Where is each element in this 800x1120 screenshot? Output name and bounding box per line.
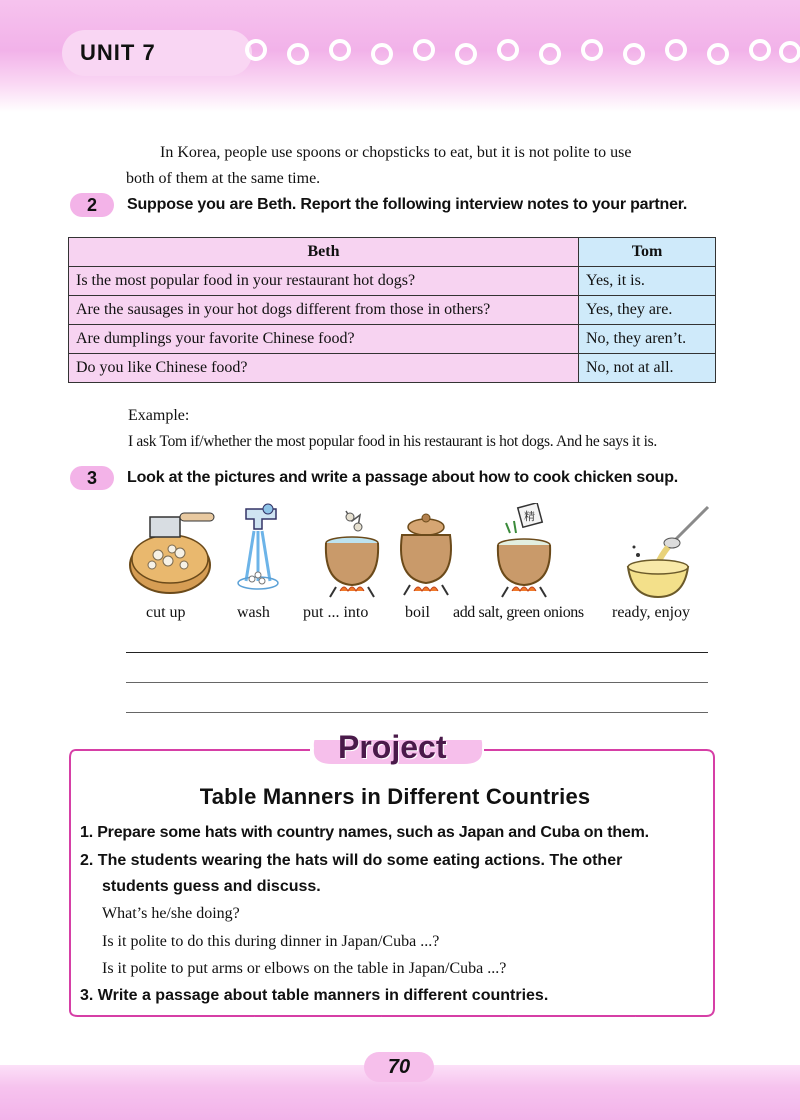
seasoning-pot-icon: [498, 503, 550, 597]
cooking-steps-illustration: [128, 503, 718, 599]
pot-with-ingredients-icon: [326, 511, 378, 597]
header-beth: Beth: [69, 238, 579, 267]
decorative-rings: [238, 30, 800, 78]
step-caption: ready, enjoy: [612, 604, 691, 621]
interview-notes-table: [68, 237, 716, 383]
header-tom: Tom: [579, 238, 716, 267]
tom-cell: No, they aren’t.: [579, 325, 716, 354]
water-tap-icon: [238, 504, 278, 589]
section-3-number: 3: [70, 466, 114, 490]
project-item-2-line-1: 2. The students wearing the hats will do some eating actions. The other: [80, 852, 623, 869]
beth-cell: Is the most popular food in your restaurant hot dogs?: [69, 267, 579, 296]
cutting-board-icon: [130, 513, 214, 593]
covered-pot-icon: [401, 514, 451, 595]
unit-label: UNIT 7: [80, 40, 156, 65]
project-title: Project: [338, 729, 447, 765]
step-caption: add salt, green onions: [453, 604, 584, 621]
writing-line: [126, 712, 708, 713]
beth-cell: Do you like Chinese food?: [69, 354, 579, 383]
intro-line-1: In Korea, people use spoons or chopsticks to eat, but it is not polite to use: [160, 144, 632, 161]
project-question: Is it polite to do this during dinner in Japan/Cuba ...?: [102, 933, 440, 950]
seasoning-packet-label: 精: [524, 510, 535, 523]
project-subtitle: Table Manners in Different Countries: [199, 784, 591, 809]
project-question: What’s he/she doing?: [102, 905, 240, 922]
example-text: I ask Tom if/whether the most popular food in his restaurant is hot dogs. And he says it is.: [128, 433, 657, 450]
step-caption: put ... into: [303, 604, 369, 621]
step-caption: cut up: [146, 604, 186, 621]
project-item-1: 1. Prepare some hats with country names, such as Japan and Cuba on them.: [80, 824, 649, 841]
beth-cell: Are the sausages in your hot dogs different from those in others?: [69, 296, 579, 325]
project-question: Is it polite to put arms or elbows on the table in Japan/Cuba ...?: [102, 960, 507, 977]
step-caption: boil: [405, 604, 430, 621]
section-3-heading: Look at the pictures and write a passage about how to cook chicken soup.: [127, 469, 679, 486]
section-2-number: 2: [70, 193, 114, 217]
table-row: [69, 267, 716, 296]
project-item-2-line-2: students guess and discuss.: [102, 878, 321, 895]
example-label: Example:: [128, 407, 190, 424]
section-2-heading: Suppose you are Beth. Report the following interview notes to your partner.: [127, 196, 688, 213]
writing-line: [126, 652, 708, 653]
table-row: [69, 296, 716, 325]
tom-cell: No, not at all.: [579, 354, 716, 383]
beth-cell: Are dumplings your favorite Chinese food?: [69, 325, 579, 354]
step-caption: wash: [237, 604, 270, 621]
writing-line: [126, 682, 708, 683]
table-row: [69, 325, 716, 354]
tom-cell: Yes, they are.: [579, 296, 716, 325]
tom-cell: Yes, it is.: [579, 267, 716, 296]
table-header-row: [69, 238, 716, 267]
soup-bowl-icon: [628, 507, 708, 597]
table-row: [69, 354, 716, 383]
project-item-3: 3. Write a passage about table manners in different countries.: [80, 987, 549, 1004]
page-number: 70: [364, 1052, 434, 1082]
intro-line-2: both of them at the same time.: [126, 170, 321, 187]
